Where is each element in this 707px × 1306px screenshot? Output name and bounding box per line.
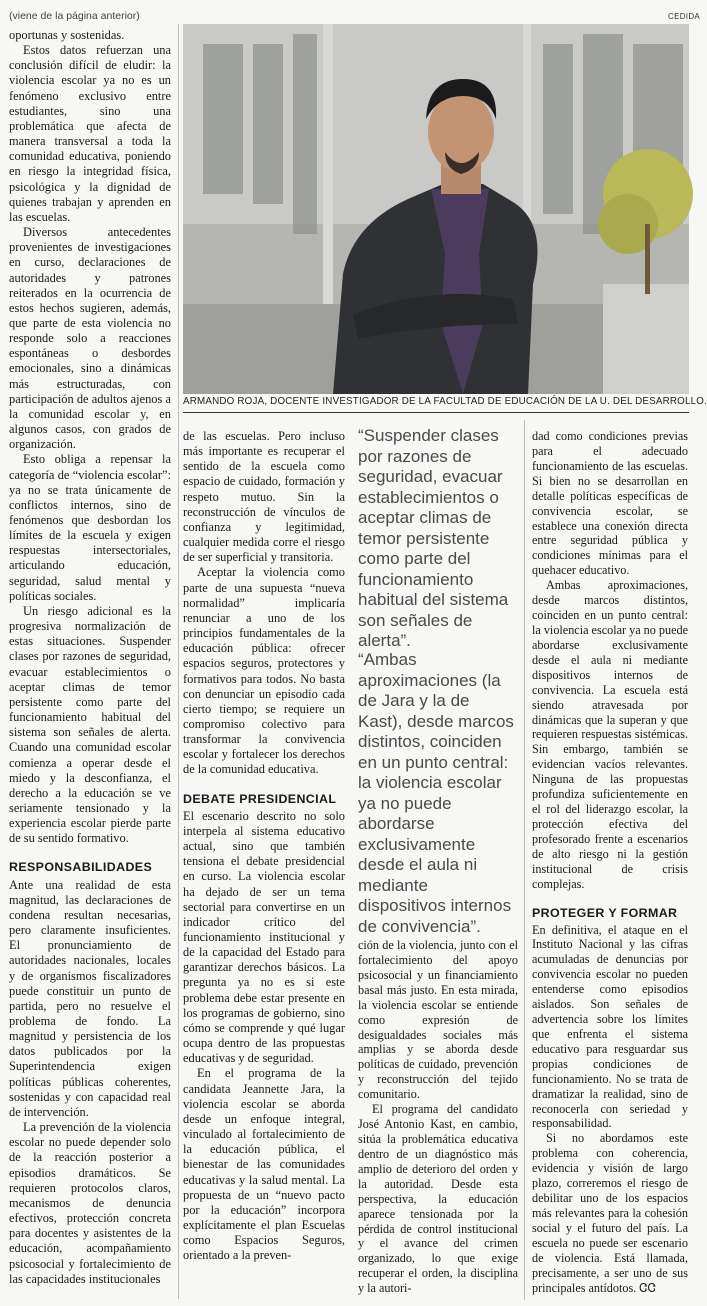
paragraph: Ante una realidad de esta magnitud, las declaraciones de condena resultan necesarias, pero claramente insuficientes. El pronunciamiento de autoridades nacionales, locales y de organismos fiscalizadores puede constituir un punto de partida, pero no resuelve el problema de fondo. La magnitud y persistencia de los datos publicados por la Superintendencia exigen políticas públicas coherentes, sostenidas y con capacidad real de intervención.	[9, 877, 171, 1119]
paragraph: El escenario descrito no solo interpela al sistema educativo actual, sino que también tensiona el debate presidencial en curso. La violencia escolar ha dejado de ser un tema sectorial para convertirse en un indicador crítico del funcionamiento institucional y de la capacidad del Estado para garantizar derechos básicos. La pregunta ya no es si este problema debe estar presente en los programas de gobierno, sino cómo se comprende y qué lugar ocupa dentro de las propuestas educativas y de seguridad.	[183, 808, 345, 1066]
paragraph: oportunas y sostenidas.	[9, 28, 125, 42]
paragraph: Un riesgo adicional es la progresiva normalización de estas situaciones. Suspender clases por razones de seguridad, evacuar establecimientos o aceptar climas de temor persistente como parte del funcionamiento habitual del sistema son señales de alerta. Cuando una comunidad escolar comienza a operar desde el miedo y la desconfianza, el derecho a la educación se ve seriamente tensionado y la experiencia escolar pierde parte de su sentido formativo.	[9, 603, 171, 846]
paragraph: de las escuelas. Pero incluso más importante es recuperar el sentido de la escuela como espacio de cuidado, formación y respeto mutuo. Sin la reconstrucción de vínculos de confianza y legitimidad, cualquier medida corre el riesgo de ser superficial y transitoria.	[183, 429, 345, 565]
portrait-illustration	[183, 24, 689, 394]
paragraph: En el programa de la candidata Jeannette Jara, la violencia escolar se aborda desde un enfoque integral, vinculado al fortalecimiento de la educación pública, el bienestar de las comunidades educativas y la salud mental. La propuesta de un “nuevo pacto por la educación” incorpora explícitamente el plan Escuelas como Espacios Seguros, orientado a la preven-	[183, 1066, 345, 1263]
article-column-1	[9, 28, 171, 1287]
paragraph: Esto obliga a repensar la categoría de “violencia escolar”: ya no se trata únicamente de conflictos internos, sino de fenómenos que desbordan los límites de la escuela y exigen respuestas intersectoriales, articulando educación, seguridad, salud mental y políticas sociales.	[9, 452, 171, 603]
paragraph: Aceptar la violencia como parte de una supuesta “nueva normalidad” implicaría renunciar a uno de los principios fundamentales de la educación pública: ofrecer espacios seguros, protectores y formativos para todos. No basta con denunciar un episodio cada cierto tiempo; se requiere un compromiso colectivo para transformar la convivencia escolar y fortalecer los derechos de la comunidad educativa.	[183, 565, 345, 777]
paragraph	[532, 1131, 688, 1295]
pull-quote: “Ambas aproximaciones (la de Jara y la de Kast), desde marcos distintos, coinciden en un punto central: la violencia escolar ya no puede abordarse exclusivamente desde el aula ni mediante dispositivos internos de convivencia”.	[358, 650, 514, 936]
final-paragraph-text: Si no abordamos este problema con coherencia, evidencia y visión de largo plazo, correremos el riesgo de debilitar uno de los espacios más relevantes para la cohesión social y el futuro del país. La escuela no puede ser escenario de violencia. Está llamada, precisamente, a ser uno de sus principales antídotos.	[532, 1131, 688, 1295]
article-column-4	[532, 429, 688, 1296]
article-column-3	[358, 938, 518, 1296]
end-mark-icon: ᏣᏣ	[639, 1280, 656, 1295]
pull-quote: “Suspender clases por razones de seguridad, evacuar establecimientos o aceptar climas de temor persistente como parte del funcionamiento habitual del sistema son señales de alerta”.	[358, 426, 509, 650]
article-column-2	[183, 429, 345, 1263]
paragraph: ción de la violencia, junto con el fortalecimiento del apoyo psicosocial y un financiamiento basal más justo. En esta mirada, la violencia escolar se entiende como expresión de desigualdades sociales más amplias y se aborda desde políticas de cuidado, prevención y reconstrucción del tejido comunitario.	[358, 938, 518, 1102]
paragraph: El programa del candidato José Antonio Kast, en cambio, sitúa la problemática educativa dentro de un diagnóstico más amplio de deterioro del orden y la autoridad. Desde esta perspectiva, la educación aparece tensionada por la pérdida de control institucional y el avance del crimen organizado, lo que exige recuperar el orden, la disciplina y la autori-	[358, 1102, 518, 1296]
column-divider	[524, 420, 525, 1300]
section-heading: PROTEGER Y FORMAR	[532, 905, 678, 920]
paragraph: La prevención de la violencia escolar no puede depender solo de la reacción posterior a episodios dramáticos. Se requieren protocolos claros, mecanismos de denuncia efectivos, protección concreta para docentes y asistentes de la educación, acompañamiento psicosocial y fortalecimiento de las capacidades institucionales	[9, 1120, 171, 1286]
caption-rule	[183, 412, 689, 413]
section-heading: DEBATE PRESIDENCIAL	[183, 791, 337, 806]
photo-credit: CEDIDA	[668, 12, 701, 21]
paragraph: Estos datos refuerzan una conclusión difícil de eludir: la violencia escolar ya no es un fenómeno exclusivo entre estudiantes, sino una problemática que afecta de manera transversal a toda la comunidad educativa, poniendo en riesgo la integridad física, psicológica y la dignidad de quienes trabajan y aprenden en las escuelas.	[9, 43, 171, 224]
photo-caption: ARMANDO ROJA, DOCENTE INVESTIGADOR DE LA FACULTAD DE EDUCACIÓN DE LA U. DEL DESARROLLO.	[183, 396, 707, 407]
column-divider	[178, 24, 179, 1299]
paragraph: Ambas aproximaciones, desde marcos distintos, coinciden en un punto central: la violencia escolar ya no puede abordarse exclusivamente desde el aula ni mediante dispositivos internos de convivencia. La escuela está siendo atravesada por dinámicas que la superan y que requieren respuestas sistémicas. Sin embargo, también se evidencian vacíos relevantes. Ninguna de las propuestas profundiza suficientemente en el rol del liderazgo escolar, la protección efectiva del profesorado frente a escenarios de alto riesgo ni la gestión institucional de crisis complejas.	[532, 578, 688, 891]
paragraph: Diversos antecedentes provenientes de investigaciones en curso, declaraciones de autoridades y patrones reiterados en la ocurrencia de estos hechos sugieren, además, que parte de esta violencia no responde solo a reacciones espontáneas o desbordes emocionales, sino a dinámicas más estructuradas, con participación de adultos ajenos a la comunidad escolar y, en algunos casos, con grados de organización.	[9, 225, 171, 452]
continued-note: (viene de la página anterior)	[9, 10, 140, 22]
portrait-photo	[183, 24, 689, 394]
section-heading: RESPONSABILIDADES	[9, 860, 153, 875]
paragraph: En definitiva, el ataque en el Instituto Nacional y las cifras acumuladas de denuncias por convivencia escolar no pueden entenderse como episodios aislados. Son señales de advertencia sobre los límites que enfrenta el sistema educativo para resguardar sus propias condiciones de funcionamiento. No se trata de dramatizar la realidad, sino de reconocerla con seriedad y responsabilidad.	[532, 922, 688, 1131]
paragraph: dad como condiciones previas para el adecuado funcionamiento de las escuelas. Si bien no se desarrollan en detalle políticas específicas de convivencia escolar, se establece una conexión directa entre seguridad pública y condiciones mínimas para el quehacer educativo.	[532, 429, 688, 578]
